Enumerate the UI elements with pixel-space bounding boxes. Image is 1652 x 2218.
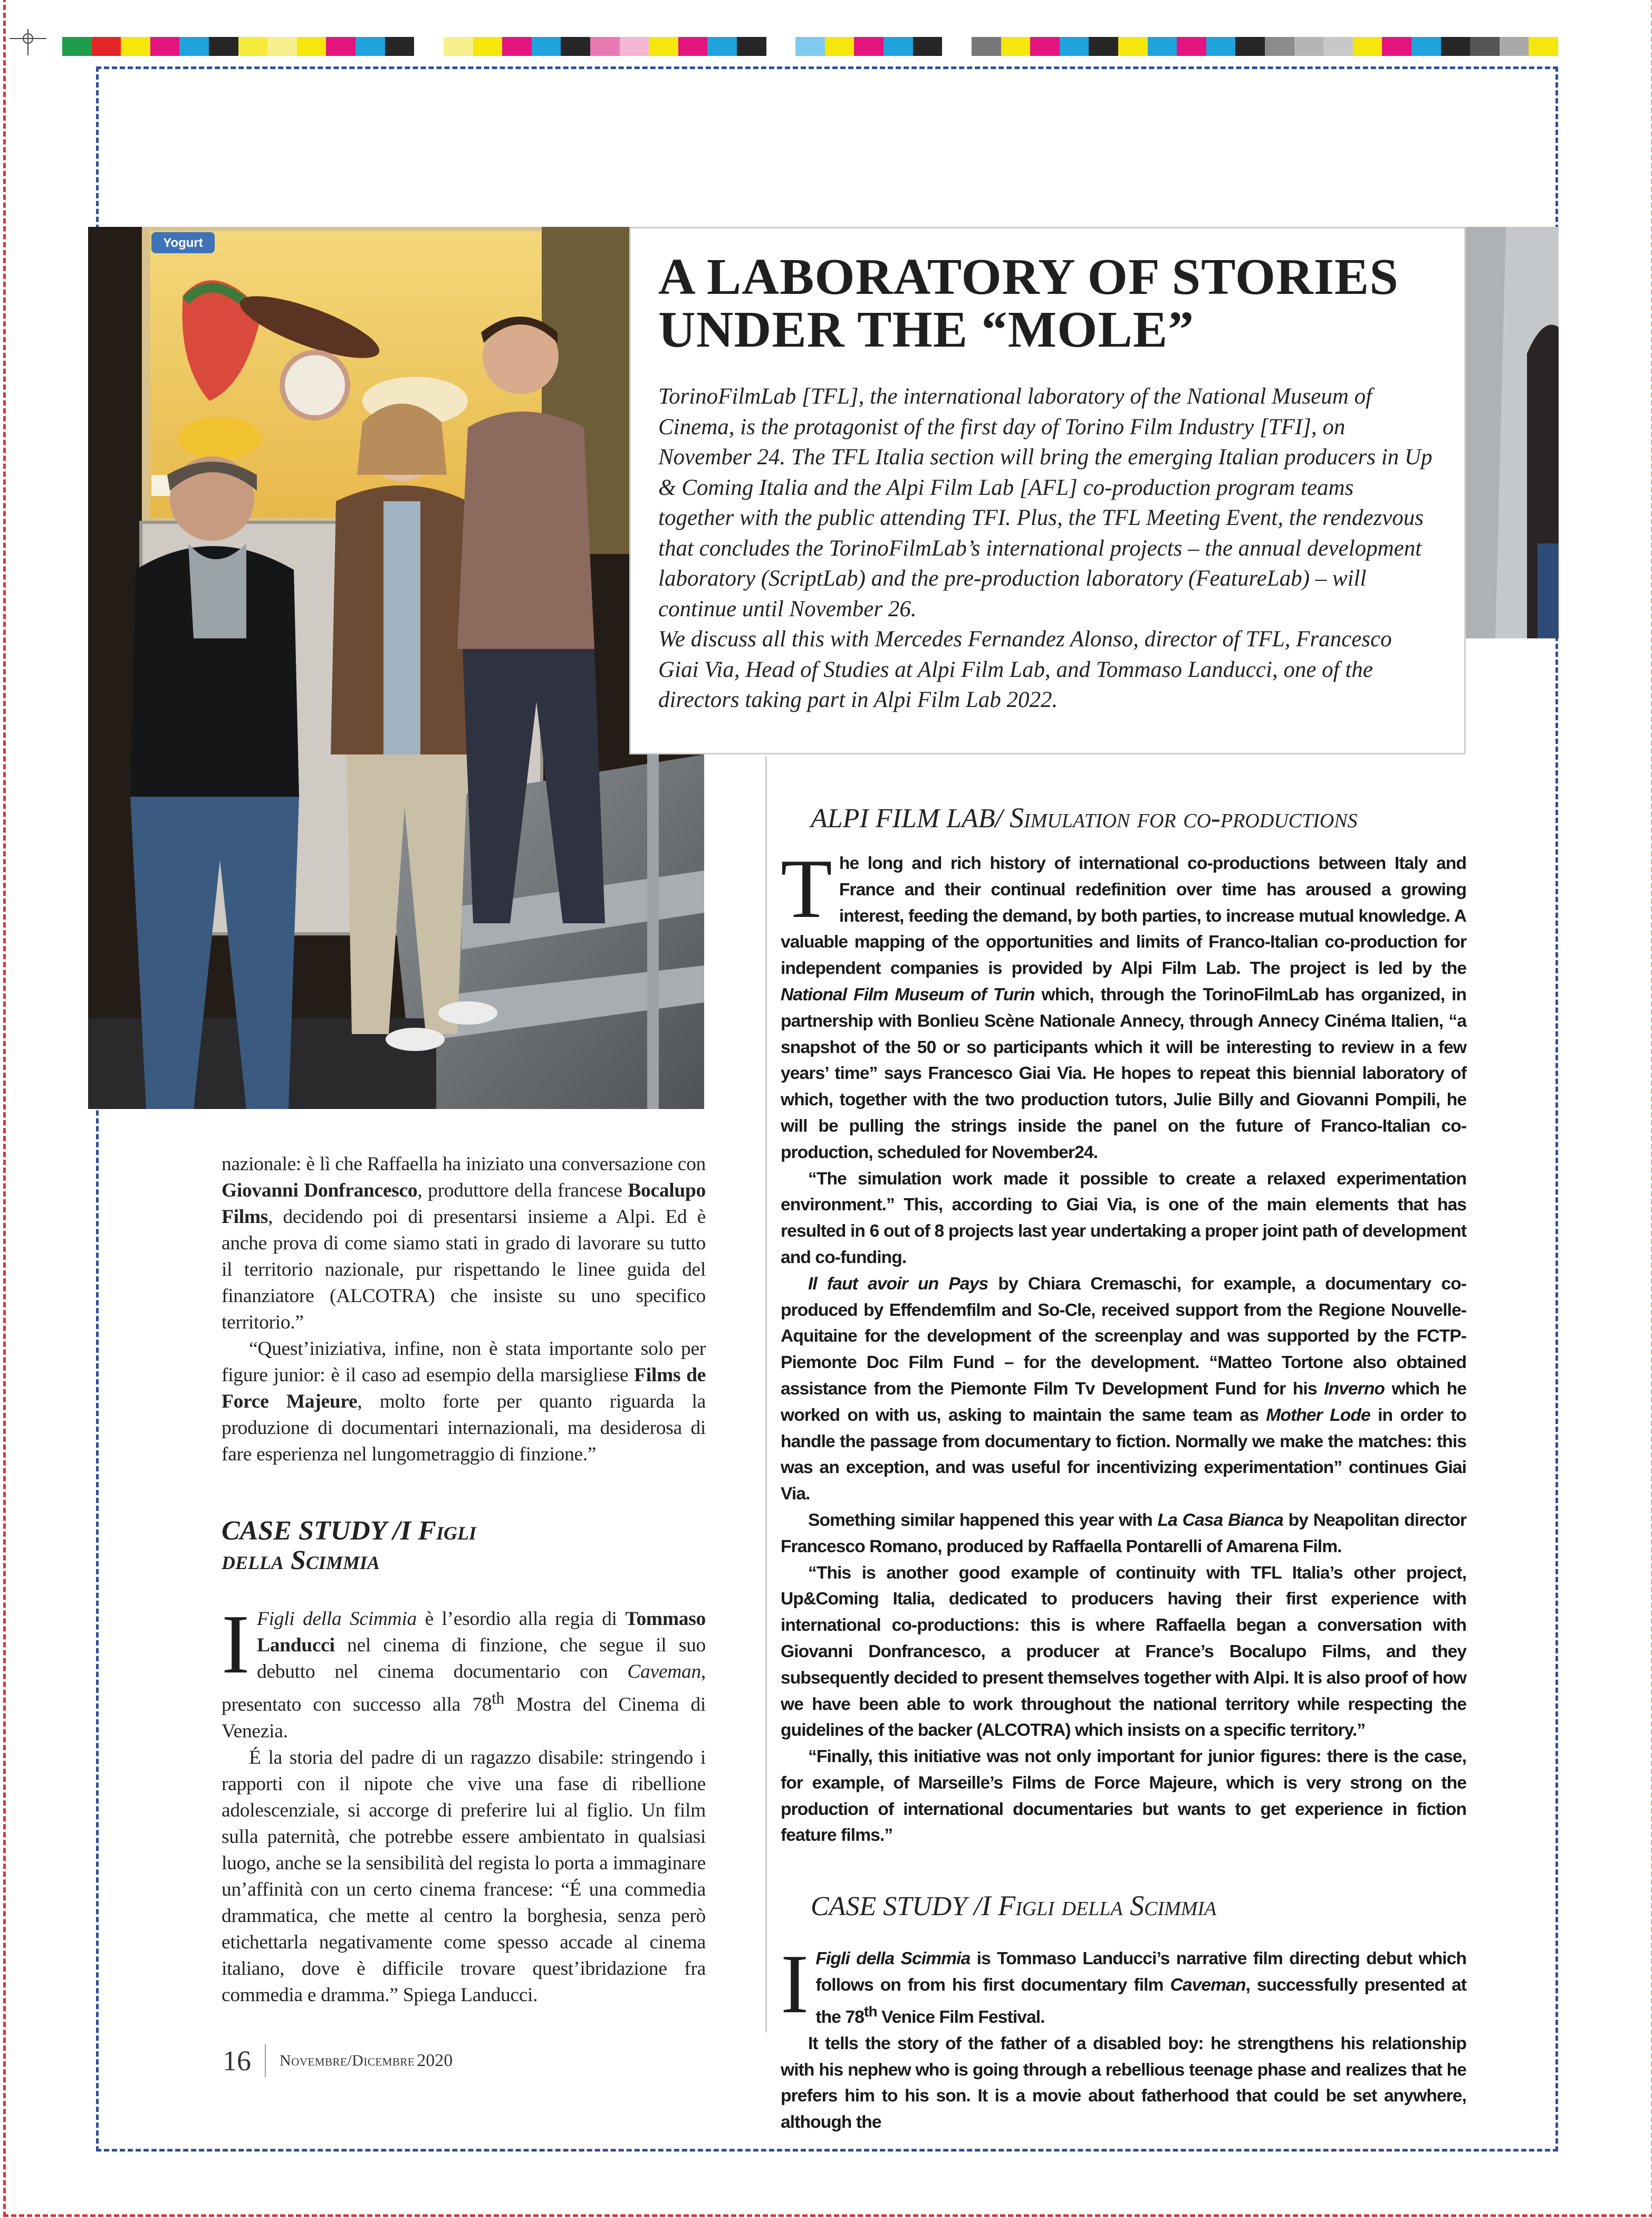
color-swatch — [385, 37, 415, 56]
color-swatch — [297, 37, 326, 56]
text-run-italic: Figli della Scimmia — [256, 1608, 417, 1630]
color-swatch — [1353, 37, 1382, 56]
body-paragraph — [222, 1151, 706, 1336]
color-swatch — [473, 37, 503, 56]
text-run: which, through the TorinoFilmLab has organized, in partnership with Bonlieu Scène Nationale Annecy, through Annecy Cinéma Italien, “a snapshot of the 50 or so participants which it will be interesting to review in a few years’ time” says Francesco Giai Via. He hopes to repeat this biennial laboratory of which, together with the two production tutors, Julie Billy and Giovanni Pompili, he will be pulling the strings inside the panel on the future of Franco-Italian co-production, scheduled for November24. — [781, 984, 1467, 1162]
color-swatch — [209, 37, 238, 56]
sign-text: Yogurt — [163, 236, 203, 250]
color-swatch — [707, 37, 737, 56]
text-run: , molto forte per quanto riguarda la produzione di documentari internazionali, ma desiderosa di fare esperienza nel lungometraggio di finzione.” — [222, 1391, 706, 1465]
body-paragraph: É la storia del padre di un ragazzo disabile: stringendo i rapporti con il nipote che vive una fase di ribellione adolescenziale, si accorge di preferire lui al figlio. Un film sulla paternità, che potrebbe essere ambientato in qualsiasi luogo, anche se la sensibilità del regista lo porta a immaginare un’affinità con un certo cinema francese: “É una commedia drammatica, che mette al centro la borghesia, senza però etichettarla negativamente come spesso accade al cinema italiano, dove è difficile trovare quest’ibridazione fra commedia e dramma.” Spiega Landucci. — [222, 1746, 706, 2006]
text-run: is Tommaso Landucci’s narrative film directing debut which follows on from his first documentary film — [815, 1949, 1466, 1995]
color-swatch — [1500, 37, 1529, 56]
color-swatch — [92, 37, 121, 56]
color-swatch — [620, 37, 649, 56]
color-swatch — [150, 37, 180, 56]
issue-date: Novembre/Dicembre — [280, 2052, 415, 2069]
text-run: by Chiara Cremaschi, for example, a documentary co-produced by Effendemfilm and So-Cle, received support from the Regione Nouvelle-Aquitaine for the development of the screenplay and was supported by the FCTP- Piemonte Doc Film Fund – for the development. “Matteo Tortone also obtained assistance from the Piemonte Film Tv Development Fund for his — [781, 1274, 1466, 1399]
body-paragraph: “This is another good example of continuity with TFL Italia’s other project, Up&Coming Italia, dedicated to producers having their first experience with international co-productions: this is where Raffaella began a conversation with Giovanni Donfrancesco, a producer at France’s Bocalupo Films, and they subsequently decided to present themselves together with Alpi. It is also proof of how we have been able to work throughout the national territory while respecting the guidelines of the backer (ALCOTRA) which insists on a specific territory.” — [781, 1563, 1466, 1741]
drop-cap: I — [222, 1597, 249, 1691]
text-run-italic: Caveman — [627, 1661, 701, 1682]
color-swatch — [356, 37, 385, 56]
color-swatch — [1382, 37, 1411, 56]
color-swatch — [238, 37, 268, 56]
column-divider — [765, 757, 767, 2032]
color-swatch — [1411, 37, 1441, 56]
section-heading-part: della Scimmia — [222, 1545, 380, 1575]
color-swatch — [1294, 37, 1324, 56]
text-run: Venice Film Festival. — [877, 2007, 1045, 2028]
text-run: by Neapolitan director Francesco Romano, produced by Raffaella Pontarelli of Amarena Film. — [781, 1510, 1466, 1556]
registration-mark-icon — [9, 29, 46, 61]
color-swatch — [737, 37, 766, 56]
body-paragraph — [781, 1507, 1466, 1560]
drop-cap: T — [781, 842, 832, 935]
body-paragraph — [781, 1271, 1466, 1507]
color-swatch — [62, 37, 92, 56]
body-paragraph: “Finally, this initiative was not only important for junior figures: there is the case, for example, of Marseille’s Films de Force Majeure, which is very strong on the production of international documentaries but wants to get experience in fiction feature films.” — [781, 1747, 1466, 1846]
color-swatch — [1441, 37, 1471, 56]
section-heading-part: Simulation for co-productions — [1009, 802, 1358, 834]
right-column — [781, 802, 1466, 2136]
color-swatch — [121, 37, 150, 56]
superscript: th — [864, 2003, 877, 2020]
intro-paragraph: TorinoFilmLab [TFL], the international laboratory of the National Museum of Cinema, is the protagonist of the first day of Torino Film Industry [TFI], on November 24. The TFL Italia section will bring the emerging Italian producers in Up & Coming Italia and the Alpi Film Lab [AFL] co-production program teams together with the public attending TFI. Plus, the TFL Meeting Event, the rendezvous that concludes the TorinoFilmLab’s international projects – the annual development laboratory (ScriptLab) and the pre-production laboratory (FeatureLab) – will continue until November 26. — [658, 384, 1433, 622]
color-swatch — [326, 37, 356, 56]
intro-paragraph: We discuss all this with Mercedes Fernandez Alonso, director of TFL, Francesco Giai Via, Head of Studies at Alpi Film Lab, and Tommaso Landucci, one of the directors taking part in Alpi Film Lab 2022. — [658, 627, 1392, 712]
color-swatch — [854, 37, 883, 56]
page-number: 16 — [223, 2045, 251, 2077]
text-run: he long and rich history of international co-productions between Italy and France and their continual redefinition over time has aroused a growing interest, feeding the demand, by both parties, to increase mutual knowledge. A valuable mapping of the opportunities and limits of Franco-Italian co-production for independent companies is provided by Alpi Film Lab. The project is led by the — [781, 854, 1466, 979]
color-swatch — [795, 37, 825, 56]
photo-edge-illustration — [1464, 227, 1559, 638]
article-headline — [658, 248, 1433, 358]
color-swatch — [590, 37, 620, 56]
section-heading-part: Figli — [418, 1516, 476, 1546]
drop-cap: I — [781, 1937, 809, 2031]
text-run-italic: Mother Lode — [1266, 1405, 1370, 1425]
color-swatch — [649, 37, 678, 56]
color-swatch — [1470, 37, 1500, 56]
color-swatch — [1206, 37, 1236, 56]
section-heading-case-study — [811, 1890, 1466, 1923]
text-run: “Quest’iniziativa, infine, non è stata importante solo per figure junior: è il caso ad esempio della marsigliese — [222, 1338, 706, 1386]
text-run-italic: La Casa Bianca — [1157, 1510, 1283, 1530]
text-run-italic: Inverno — [1324, 1379, 1385, 1399]
text-run: è l’esordio alla regia di — [417, 1608, 626, 1630]
color-swatch — [825, 37, 854, 56]
section-heading-part: CASE STUDY /I — [222, 1516, 418, 1546]
color-swatch — [1030, 37, 1060, 56]
text-run: in order to handle the passage from documentary to fiction. Normally we make the matches: this was an exception, and was useful for incentivizing experimentation” continues Giai Via. — [781, 1405, 1466, 1504]
color-swatch — [1001, 37, 1031, 56]
color-swatch — [1060, 37, 1089, 56]
color-swatch — [502, 37, 532, 56]
color-swatch — [444, 37, 473, 56]
text-run: which he worked on with us, asking to maintain the same team as — [781, 1379, 1466, 1425]
text-run: , produttore della francese — [417, 1180, 628, 1201]
text-run: nazionale: è lì che Raffaella ha iniziato una conversazione con — [222, 1153, 706, 1175]
issue-year: 2020 — [417, 2051, 453, 2070]
color-swatch — [179, 37, 209, 56]
text-run: , decidendo poi di presentarsi insieme a Alpi. Ed è anche prova di come siamo stati in grado di lavorare su tutto il territorio nazionale, pur rispettando le linee guida del finanziatore (ALCOTRA) che insiste su uno specifico territorio.” — [222, 1206, 706, 1333]
section-heading-part: CASE STUDY / — [811, 1891, 982, 1922]
text-run: nel cinema di finzione, che segue il suo debutto nel cinema documentario con — [256, 1634, 706, 1682]
body-paragraph — [781, 842, 1467, 1166]
section-heading-part: I Figli della Scimmia — [981, 1890, 1217, 1922]
color-swatch — [972, 37, 1001, 56]
left-column — [222, 1151, 706, 2009]
color-swatch — [678, 37, 708, 56]
color-swatch — [1177, 37, 1206, 56]
headline-line-1: A LABORATORY OF STORIES — [658, 248, 1399, 305]
text-run-italic: Caveman — [1170, 1975, 1246, 1995]
color-swatch — [942, 37, 972, 56]
color-swatch — [532, 37, 561, 56]
headline-line-2: UNDER THE “MOLE” — [658, 301, 1195, 358]
text-run-bold: Films de Force Majeure — [222, 1364, 706, 1412]
page-footer — [223, 2044, 453, 2077]
body-paragraph: It tells the story of the father of a disabled boy: he strengthens his relationship with his nephew who is going through a rebellious teenage phase and realizes that he prefers him to his son. It is a movie about fatherhood that could be set anywhere, although the — [781, 2033, 1466, 2133]
text-run-bold: Giovanni Donfrancesco — [222, 1180, 418, 1201]
color-swatch — [1089, 37, 1118, 56]
section-heading-alpi — [811, 802, 1466, 835]
text-run-bold: Tommaso Landucci — [256, 1608, 706, 1656]
color-swatch — [1235, 37, 1265, 56]
footer-divider — [265, 2044, 266, 2077]
color-swatch — [1118, 37, 1148, 56]
article-intro — [658, 381, 1433, 715]
text-run-bold: Bocalupo Films — [222, 1180, 706, 1228]
text-run-italic: Figli della Scimmia — [815, 1949, 971, 1969]
text-run: Mostra del Cinema di Venezia. — [222, 1694, 706, 1742]
body-paragraph — [781, 1937, 1467, 2031]
text-run: Something similar happened this year with — [808, 1510, 1158, 1530]
color-swatch — [883, 37, 913, 56]
left-section-heading — [222, 1516, 706, 1575]
color-swatch — [561, 37, 590, 56]
color-swatch — [1529, 37, 1558, 56]
article-photo — [88, 227, 704, 1109]
color-swatch — [766, 37, 796, 56]
photo-illustration — [88, 227, 704, 1109]
body-paragraph — [222, 1336, 706, 1468]
section-heading-part: ALPI FILM LAB/ — [811, 804, 1010, 834]
color-swatch — [267, 37, 297, 56]
text-run: , presentato con successo alla 78 — [222, 1661, 706, 1716]
text-run-italic: National Film Museum of Turin — [781, 984, 1035, 1005]
body-paragraph: “The simulation work made it possible to create a relaxed experimentation environment.” This, according to Giai Via, is one of the main elements that has resulted in 6 out of 8 projects last year undertaking a proper joint path of development and co-funding. — [781, 1169, 1466, 1267]
color-calibration-bar — [62, 37, 1558, 56]
color-swatch — [1265, 37, 1294, 56]
superscript: th — [492, 1689, 504, 1707]
color-swatch — [913, 37, 943, 56]
article-title-box — [629, 227, 1466, 754]
color-swatch — [1323, 37, 1353, 56]
color-swatch — [414, 37, 444, 56]
body-paragraph — [222, 1597, 706, 1745]
article-photo-right-edge — [1464, 227, 1559, 638]
color-swatch — [1148, 37, 1177, 56]
text-run-italic: Il faut avoir un Pays — [808, 1274, 988, 1294]
text-run: , successfully presented at the 78 — [815, 1975, 1467, 2028]
